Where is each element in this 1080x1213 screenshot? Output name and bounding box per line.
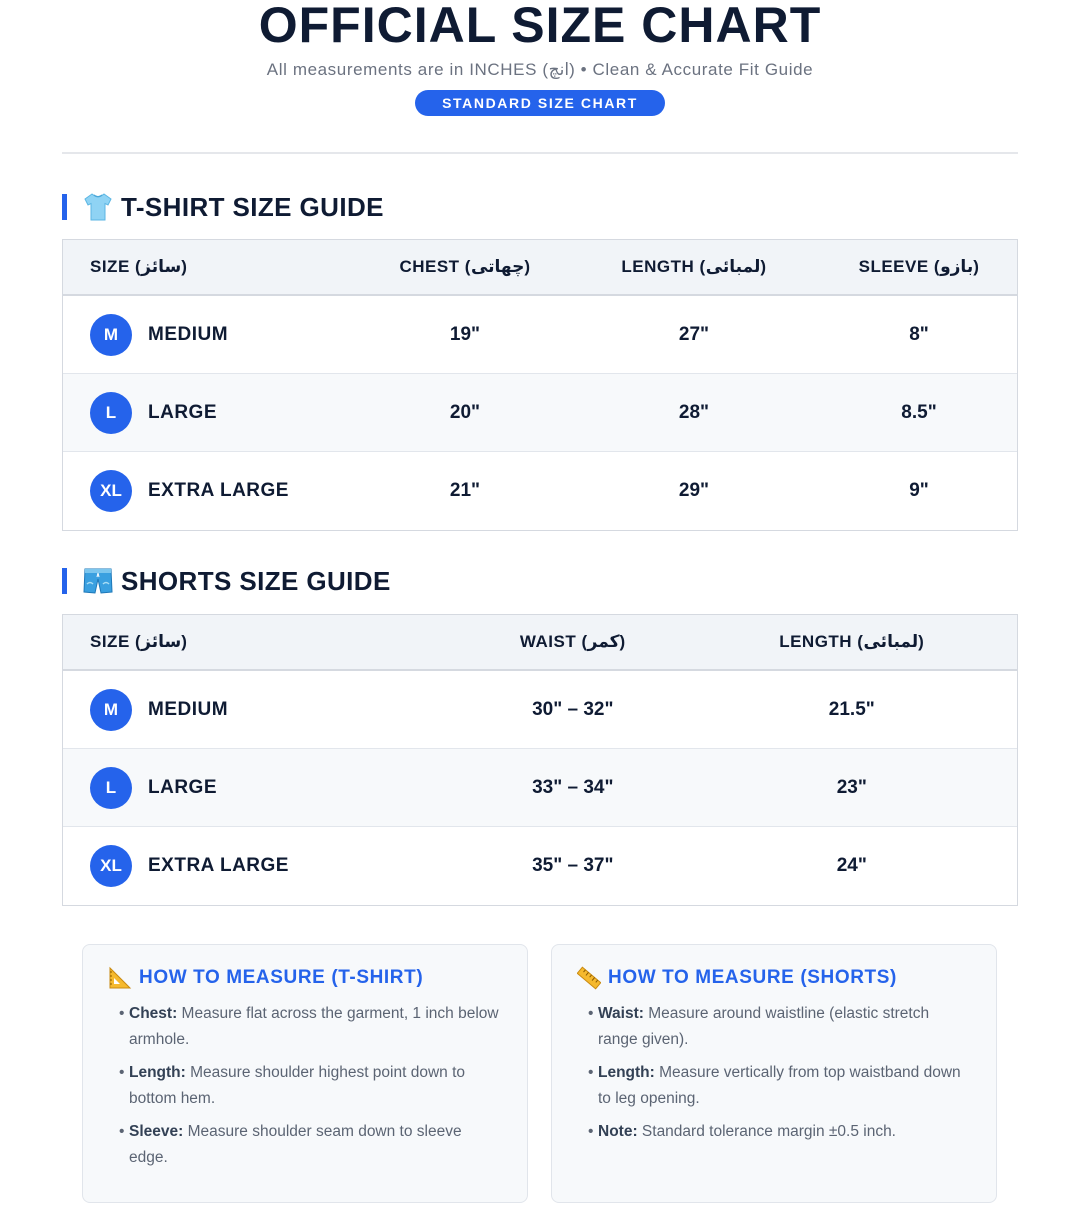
length-value: 23" — [836, 776, 867, 798]
list-item: • Waist: Measure around waistline (elastic stretch range given). — [588, 1001, 972, 1053]
list-item: • Length: Measure vertically from top waistband down to leg opening. — [588, 1060, 972, 1112]
sleeve-value: 9" — [909, 480, 929, 501]
sleeve-value: 8" — [909, 323, 929, 345]
table-row — [63, 671, 1017, 749]
length-value: 24" — [836, 855, 867, 876]
waist-value: 35" – 37" — [532, 855, 614, 876]
size-code-badge: XL — [90, 470, 132, 512]
length-value: 29" — [678, 480, 710, 501]
measure-shorts-title: HOW TO MEASURE (SHORTS) — [576, 965, 972, 991]
section-accent-bar — [62, 568, 67, 594]
measure-tshirt-card — [82, 944, 528, 1203]
shorts-size-table — [62, 614, 1018, 906]
page-title: OFFICIAL SIZE CHART — [258, 0, 822, 53]
standard-size-badge: STANDARD SIZE CHART — [415, 90, 665, 116]
column-header-length: LENGTH (لمبائی) — [621, 257, 767, 276]
size-code-badge: L — [90, 392, 132, 434]
measure-shorts-card — [551, 944, 997, 1203]
column-header-chest: CHEST (چھاتی) — [399, 257, 531, 276]
column-header-waist: WAIST (کمر) — [519, 632, 626, 651]
size-name: MEDIUM — [148, 323, 229, 345]
header-divider — [62, 152, 1018, 154]
chest-value: 21" — [449, 480, 481, 501]
list-item: • Sleeve: Measure shoulder seam down to sleeve edge. — [119, 1119, 503, 1171]
tshirt-section-title: T-SHIRT SIZE GUIDE — [62, 193, 384, 221]
size-code-badge: XL — [90, 845, 132, 887]
length-value: 28" — [678, 401, 710, 423]
waist-value: 30" – 32" — [532, 698, 614, 720]
table-row — [63, 827, 1017, 905]
page-header — [0, 0, 1080, 116]
column-header-sleeve: SLEEVE (بازو) — [858, 257, 980, 276]
size-name: LARGE — [148, 401, 217, 423]
list-item: • Note: Standard tolerance margin ±0.5 inch. — [588, 1119, 972, 1145]
sleeve-value: 8.5" — [901, 401, 937, 423]
measure-shorts-list — [576, 1001, 972, 1145]
size-code-badge: L — [90, 767, 132, 809]
waist-value: 33" – 34" — [532, 776, 614, 798]
straight-ruler-icon — [576, 965, 602, 991]
shorts-icon — [81, 566, 115, 596]
table-header — [63, 240, 1017, 296]
table-row — [63, 749, 1017, 827]
size-code-badge: M — [90, 314, 132, 356]
table-header — [63, 615, 1017, 671]
shorts-section-title: SHORTS SIZE GUIDE — [62, 567, 391, 595]
length-value: 27" — [678, 323, 710, 345]
table-row — [63, 452, 1017, 530]
column-header-length: LENGTH (لمبائی) — [779, 632, 925, 651]
tshirt-size-table — [62, 239, 1018, 531]
triangular-ruler-icon — [107, 965, 133, 991]
section-accent-bar — [62, 194, 67, 220]
column-header-size: SIZE (سائز) — [90, 632, 188, 651]
size-name: MEDIUM — [148, 698, 229, 720]
table-row — [63, 374, 1017, 452]
length-value: 21.5" — [828, 698, 875, 720]
size-name: LARGE — [148, 776, 217, 798]
chest-value: 19" — [449, 323, 481, 345]
list-item: • Chest: Measure flat across the garment, 1 inch below armhole. — [119, 1001, 503, 1053]
measure-tshirt-list — [107, 1001, 503, 1171]
list-item: • Length: Measure shoulder highest point down to bottom hem. — [119, 1060, 503, 1112]
column-header-size: SIZE (سائز) — [90, 257, 188, 276]
page-subtitle: All measurements are in INCHES (انچ) • Clean & Accurate Fit Guide — [266, 60, 814, 79]
table-row — [63, 296, 1017, 374]
size-name: EXTRA LARGE — [148, 855, 289, 876]
measure-tshirt-title: HOW TO MEASURE (T-SHIRT) — [107, 965, 503, 991]
size-code-badge: M — [90, 689, 132, 731]
tshirt-icon — [81, 192, 115, 222]
chest-value: 20" — [449, 401, 481, 423]
size-name: EXTRA LARGE — [148, 480, 289, 501]
